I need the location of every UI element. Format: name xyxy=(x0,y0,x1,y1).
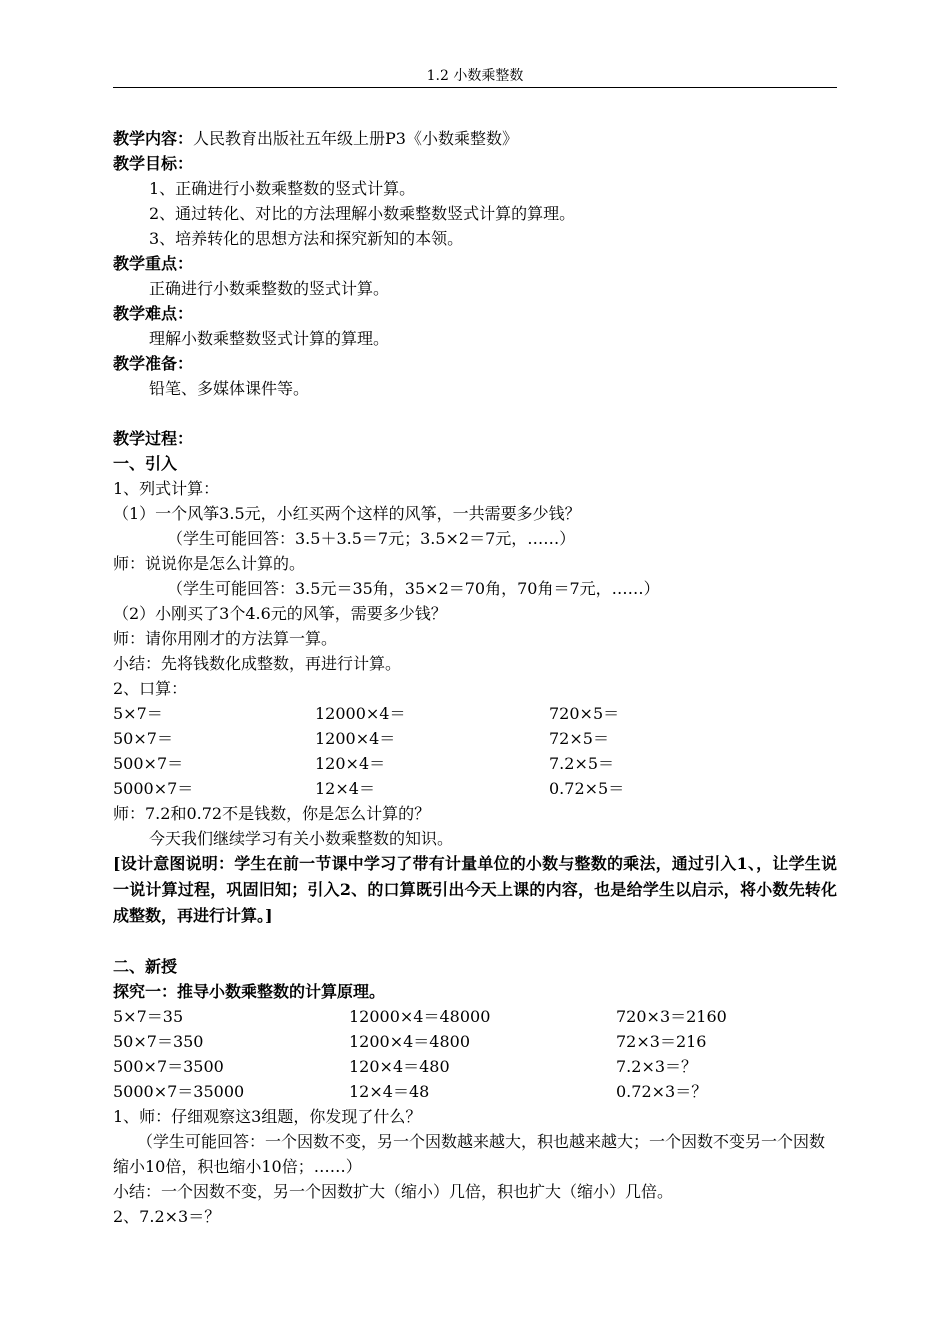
preparation-text: 铅笔、多媒体课件等。 xyxy=(149,379,310,398)
oral-cell: 12×4＝ xyxy=(315,779,375,798)
content-text: 人民教育出版社五年级上册P3《小数乘整数》 xyxy=(193,129,518,148)
oral-cell: 5×7＝ xyxy=(113,704,163,723)
explore-cell: 720×3＝2160 xyxy=(616,1007,727,1026)
intro-line: 师：说说你是怎么计算的。 xyxy=(113,554,306,573)
intro-after-line: 今天我们继续学习有关小数乘整数的知识。 xyxy=(149,829,454,848)
intro-after-line: 师：7.2和0.72不是钱数，你是怎么计算的？ xyxy=(113,804,431,823)
oral-row xyxy=(113,701,837,726)
oral-cell: 72×5＝ xyxy=(549,729,609,748)
intro-line: 2、口算： xyxy=(113,679,188,698)
explore-cell: 0.72×3＝？ xyxy=(616,1082,708,1101)
intro-title: 一、引入 xyxy=(113,454,178,473)
explore-row xyxy=(113,1004,837,1029)
content-label: 教学内容： xyxy=(113,129,194,148)
oral-cell: 0.72×5＝ xyxy=(549,779,625,798)
explore-row xyxy=(113,1029,837,1054)
oral-cell: 500×7＝ xyxy=(113,754,184,773)
page-header: 1.2 小数乘整数 xyxy=(426,68,524,84)
explore-cell: 1200×4＝4800 xyxy=(349,1032,471,1051)
oral-cell: 7.2×5＝ xyxy=(549,754,615,773)
oral-row xyxy=(113,751,837,776)
design-note: [设计意图说明：学生在前一节课中学习了带有计量单位的小数与整数的乘法，通过引入1、，让学生说一说计算过程，巩固旧知；引入2、的口算既引出今天上课的内容，也是给学生以启示，将小数先转化成整数，再进行计算。] xyxy=(113,854,837,925)
question-line: 2、7.2×3＝？ xyxy=(113,1207,221,1226)
oral-row xyxy=(113,776,837,801)
oral-cell: 12000×4＝ xyxy=(315,704,406,723)
explore-cell: 72×3＝216 xyxy=(616,1032,707,1051)
explore-cell: 12000×4＝48000 xyxy=(349,1007,491,1026)
intro-line: 师：请你用刚才的方法算一算。 xyxy=(113,629,338,648)
explore-cell: 120×4＝480 xyxy=(349,1057,450,1076)
oral-cell: 1200×4＝ xyxy=(315,729,396,748)
spacer xyxy=(113,929,837,954)
question-line: 1、师：仔细观察这3组题，你发现了什么？ xyxy=(113,1107,422,1126)
key-point-label: 教学重点： xyxy=(113,254,194,273)
oral-cell: 5000×7＝ xyxy=(113,779,194,798)
intro-line: （1）一个风筝3.5元，小红买两个这样的风筝，一共需要多少钱？ xyxy=(113,504,581,523)
difficulty-label: 教学难点： xyxy=(113,304,194,323)
content-line xyxy=(113,126,837,151)
explore-cell: 12×4＝48 xyxy=(349,1082,430,1101)
explore-row xyxy=(113,1054,837,1079)
oral-cell: 720×5＝ xyxy=(549,704,620,723)
student-answer: （学生可能回答：一个因数不变，另一个因数越来越大，积也越来越大；一个因数不变另一个因数缩小10倍，积也缩小10倍；……） xyxy=(113,1132,826,1176)
objective-item: 2、通过转化、对比的方法理解小数乘整数竖式计算的算理。 xyxy=(149,204,576,223)
new-title: 二、新授 xyxy=(113,957,178,976)
oral-cell: 120×4＝ xyxy=(315,754,386,773)
preparation-label: 教学准备： xyxy=(113,354,194,373)
intro-line: 小结：先将钱数化成整数，再进行计算。 xyxy=(113,654,402,673)
explore-title: 探究一：推导小数乘整数的计算原理。 xyxy=(113,982,386,1001)
intro-line: 1、列式计算： xyxy=(113,479,220,498)
header-rule xyxy=(113,87,837,88)
explore-row xyxy=(113,1079,837,1104)
summary-line: 小结：一个因数不变，另一个因数扩大（缩小）几倍，积也扩大（缩小）几倍。 xyxy=(113,1182,674,1201)
intro-line: （学生可能回答：3.5＋3.5＝7元；3.5×2＝7元，……） xyxy=(167,529,576,548)
explore-cell: 50×7＝350 xyxy=(113,1032,204,1051)
lesson-body xyxy=(113,126,837,1229)
objective-item: 1、正确进行小数乘整数的竖式计算。 xyxy=(149,179,416,198)
objective-item: 3、培养转化的思想方法和探究新知的本领。 xyxy=(149,229,464,248)
explore-cell: 5000×7＝35000 xyxy=(113,1082,245,1101)
intro-line: （2）小刚买了3个4.6元的风筝，需要多少钱？ xyxy=(113,604,447,623)
objectives-label: 教学目标： xyxy=(113,154,194,173)
oral-row xyxy=(113,726,837,751)
difficulty-text: 理解小数乘整数竖式计算的算理。 xyxy=(149,329,390,348)
spacer xyxy=(113,401,837,426)
oral-cell: 50×7＝ xyxy=(113,729,173,748)
key-point-text: 正确进行小数乘整数的竖式计算。 xyxy=(149,279,390,298)
explore-cell: 7.2×3＝？ xyxy=(616,1057,698,1076)
intro-line: （学生可能回答：3.5元＝35角，35×2＝70角，70角＝7元，……） xyxy=(167,579,660,598)
process-label: 教学过程： xyxy=(113,429,194,448)
explore-cell: 500×7＝3500 xyxy=(113,1057,224,1076)
explore-cell: 5×7＝35 xyxy=(113,1007,184,1026)
